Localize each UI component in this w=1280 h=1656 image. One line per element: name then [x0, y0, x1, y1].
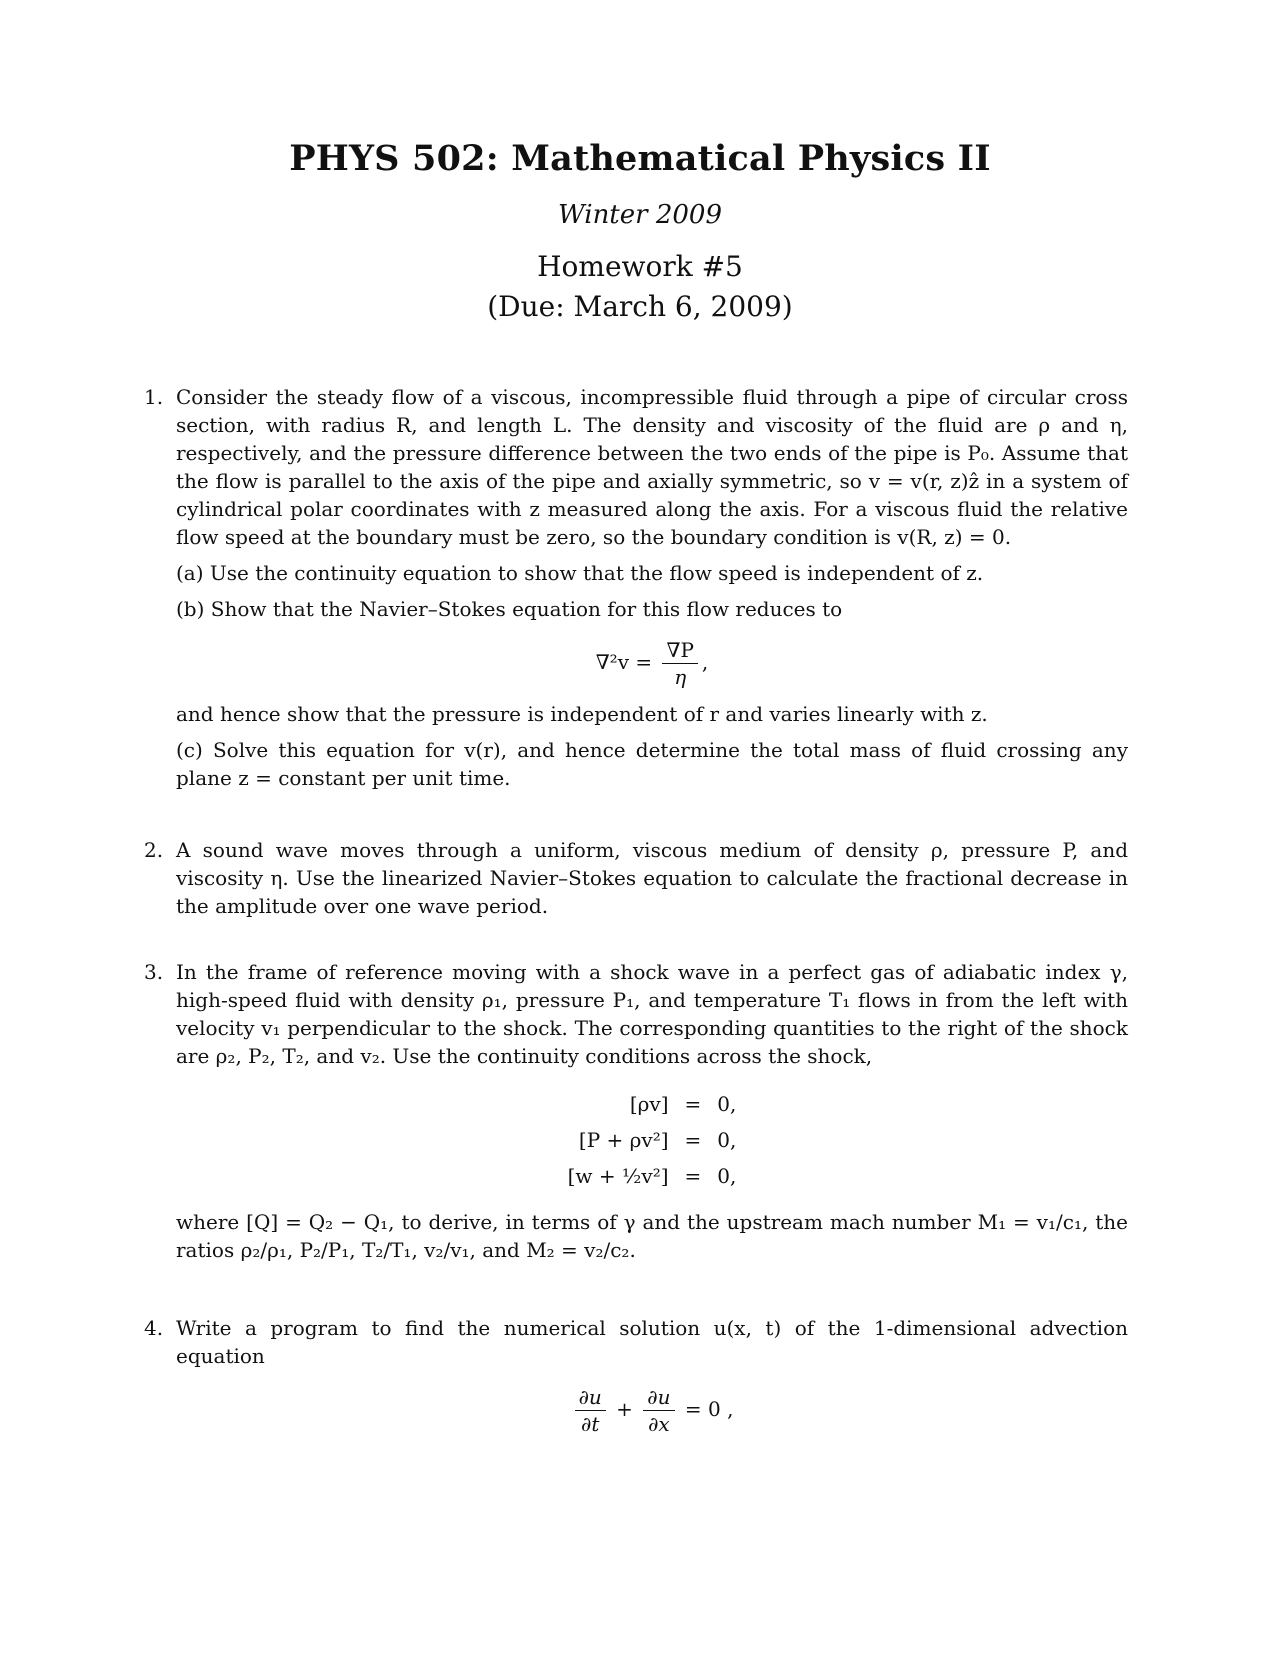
problem-text: In the frame of reference moving with a shock wave in a perfect gas of adiabatic index γ, high-speed fluid with density ρ₁, pressure P₁, and temperature T₁ flows in from the left with velocity v₁ perpendicular to the shock. The corresponding quantities to the right of the shock are ρ₂, P₂, T₂, and v₂. Use the continuity conditions across the shock, — [176, 960, 1128, 1068]
course-title: PHYS 502: Mathematical Physics II — [289, 138, 991, 179]
equation-relation: = — [684, 1092, 702, 1116]
shock-conditions — [560, 1086, 745, 1194]
problem-text: Write a program to find the numerical solution u(x, t) of the 1-dimensional advection equation — [176, 1316, 1128, 1368]
problem-number: 3. — [144, 960, 164, 984]
problem-text: Consider the steady flow of a viscous, incompressible fluid through a pipe of circular cross section, with radius R, and length L. The density and viscosity of the fluid are ρ and η, respectively, and the pressure difference between the two ends of the pipe is P₀. Assume that the flow is parallel to the axis of the pipe and axially symmetric, so v = v(r, z)ẑ in a system of cylindrical polar coordinates with z measured along the axis. For a viscous fluid the relative flow speed at the boundary must be zero, so the boundary condition is v(R, z) = 0. — [176, 385, 1128, 549]
numerator: ∂u — [643, 1384, 674, 1411]
problem-3 — [144, 958, 1128, 1264]
fraction-du-dx — [643, 1384, 674, 1437]
denominator: η — [674, 665, 687, 689]
problem-1 — [144, 383, 1128, 792]
equation-row — [560, 1158, 745, 1194]
problem-number: 1. — [144, 385, 164, 409]
homework-number: Homework #5 — [537, 250, 743, 283]
problem-number: 2. — [144, 838, 164, 862]
advection-equation — [176, 1384, 1128, 1437]
equation-row — [560, 1122, 745, 1158]
plus-sign: + — [616, 1397, 633, 1421]
problem-text: A sound wave moves through a uniform, viscous medium of density ρ, pressure P, and viscosity η. Use the linearized Navier–Stokes equation to calculate the fractional decrease in the amplitude over one wave period. — [176, 838, 1128, 918]
equation-tail: = 0 , — [684, 1397, 734, 1421]
equation-relation: = — [684, 1128, 702, 1152]
after-equation-text: and hence show that the pressure is independent of r and varies linearly with z. — [176, 702, 988, 726]
denominator: ∂t — [580, 1412, 600, 1436]
problem-4 — [144, 1314, 1128, 1437]
after-equation-text: where [Q] = Q₂ − Q₁, to derive, in terms of γ and the upstream mach number M₁ = v₁/c₁, the ratios ρ₂/ρ₁, P₂/P₁, T₂/T₁, v₂/v₁, and M₂ = v₂/c₂. — [176, 1210, 1128, 1262]
problem-2 — [144, 836, 1128, 920]
equation-relation: = — [684, 1164, 702, 1188]
part-c: (c) Solve this equation for v(r), and hence determine the total mass of fluid crossing any plane z = constant per unit time. — [176, 738, 1128, 790]
equation-lhs: [ρv] — [629, 1092, 669, 1116]
navier-stokes-equation — [176, 637, 1128, 690]
due-date: (Due: March 6, 2009) — [487, 290, 793, 323]
part-b: (b) Show that the Navier–Stokes equation for this flow reduces to — [176, 597, 843, 621]
equation-rhs: 0, — [717, 1092, 737, 1116]
semester: Winter 2009 — [557, 200, 723, 230]
equation-lhs: [w + ½v²] — [567, 1164, 669, 1188]
equation-rhs: 0, — [717, 1128, 737, 1152]
fraction-du-dt — [575, 1384, 606, 1437]
part-a: (a) Use the continuity equation to show that the flow speed is independent of z. — [176, 561, 984, 585]
equation-rhs: 0, — [717, 1164, 737, 1188]
equation-row — [560, 1086, 745, 1122]
equation-lhs: [P + ρv²] — [578, 1128, 669, 1152]
denominator: ∂x — [648, 1412, 670, 1436]
fraction — [662, 637, 697, 690]
numerator: ∂u — [575, 1384, 606, 1411]
numerator: ∇P — [662, 637, 697, 664]
problem-number: 4. — [144, 1316, 164, 1340]
equation-tail: , — [701, 650, 709, 674]
equation-lhs: ∇²v = — [595, 650, 653, 674]
